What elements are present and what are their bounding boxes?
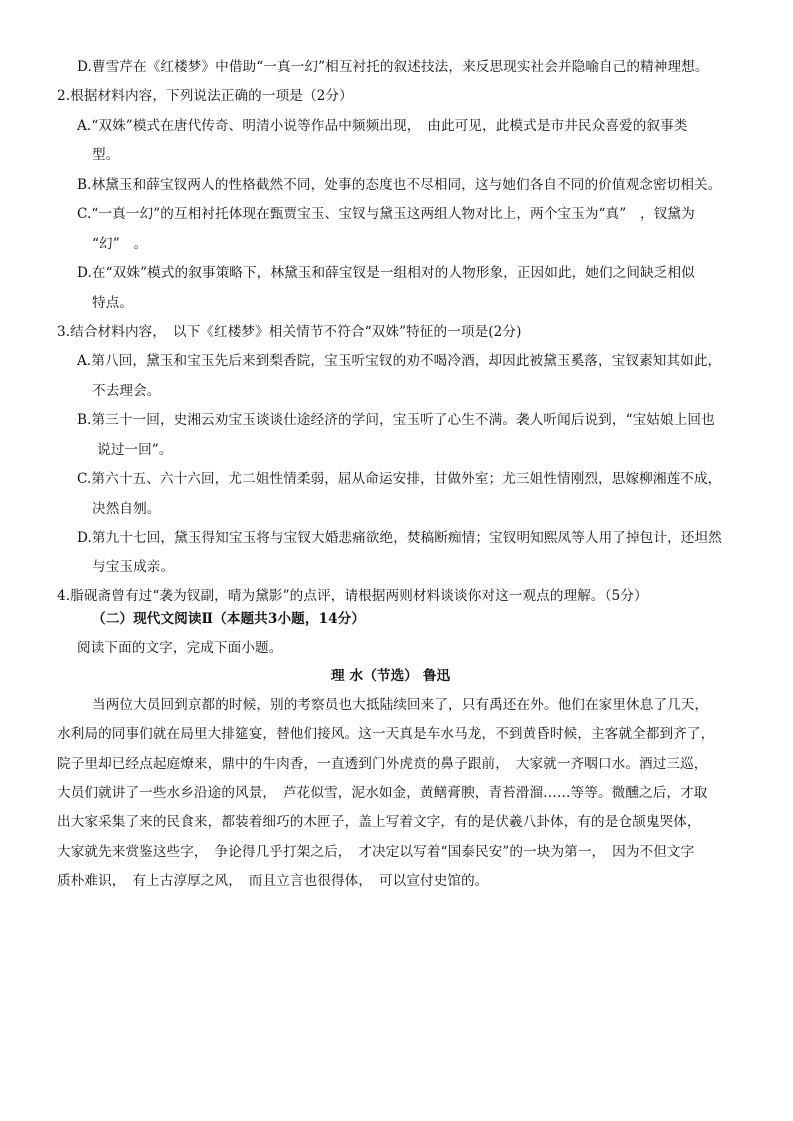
q3-option-a-line2: 不去理会。 xyxy=(92,383,161,399)
passage-line: 水利局的同事们就在局里大排筵宴，替他们接风。这一天真是车水马龙，不到黄昏时候，主客就全都到齐了， xyxy=(57,726,715,742)
q2-option-b: B.林黛玉和薛宝钗两人的性格截然不同，处事的态度也不尽相同，这与她们各自不同的价值观念密切相关。 xyxy=(77,177,722,193)
q3-option-b-line1: B.第三十一回，史湘云劝宝玉谈谈仕途经济的学问，宝玉听了心生不满。袭人听闻后说到，“宝姑娘上回也 xyxy=(77,412,715,428)
q2-option-c-line2: “幻” 。 xyxy=(92,236,148,252)
q1-option-d: D.曹雪芹在《红楼梦》中借助“一真一幻”相互衬托的叙述技法，来反思现实社会并隐喻自己的精神理想。 xyxy=(77,59,709,75)
q2-option-a-line2: 型。 xyxy=(92,147,120,163)
q2-option-d-line2: 特点。 xyxy=(92,295,134,311)
q2-option-d-line1: D.在“双姝”模式的叙事策略下，林黛玉和薛宝钗是一组相对的人物形象，正因如此，她们之间缺乏相似 xyxy=(77,265,695,281)
passage-line: 当两位大员回到京都的时候，别的考察员也大抵陆续回来了，只有禹还在外。他们在家里休息了几天， xyxy=(92,697,709,713)
q4-stem: 4.脂砚斋曾有过“袭为钗副，晴为黛影”的点评，请根据两则材料谈谈你对这一观点的理解。（5分） xyxy=(57,588,648,604)
passage-title: 理 水（节选） 鲁迅 xyxy=(331,668,451,684)
q3-option-d-line1: D.第九十七回，黛玉得知宝玉将与宝钗大婚悲痛欲绝，焚稿断痴情；宝钗明知熙凤等人用了掉包计，还坦然 xyxy=(77,530,722,546)
q2-stem: 2.根据材料内容，下列说法正确的一项是（2分） xyxy=(57,88,353,104)
q2-option-a-line1: A.“双姝”模式在唐代传奇、明清小说等作品中频频出现， 由此可见，此模式是市井民众喜爱的叙事类 xyxy=(77,118,688,134)
passage-line: 质朴难识， 有上古淳厚之风， 而且立言也很得体， 可以宣付史馆的。 xyxy=(57,873,489,889)
passage-line: 出大家采集了来的民食来，都装着细巧的木匣子，盖上写着文字，有的是伏羲八卦体，有的是仓颉鬼哭体， xyxy=(57,814,701,830)
q3-stem: 3.结合材料内容， 以下《红楼梦》相关情节不符合“双姝”特征的一项是(2分) xyxy=(57,324,522,340)
q2-option-c-line1: C.“一真一幻”的互相衬托体现在甄贾宝玉、宝钗与黛玉这两组人物对比上，两个宝玉为“真” ，钗黛为 xyxy=(77,206,695,222)
section-instruction: 阅读下面的文字，完成下面小题。 xyxy=(77,640,283,656)
q3-option-c-line2: 决然自刎。 xyxy=(92,501,161,517)
q3-option-a-line1: A.第八回，黛玉和宝玉先后来到梨香院，宝玉听宝钗的劝不喝冷酒，却因此被黛玉奚落，宝钗素知其如此， xyxy=(77,353,722,369)
passage-line: 大员们就讲了一些水乡沿途的风景， 芦花似雪，泥水如金，黄鳝膏腴，青苔滑溜……等等。微醺之后，才取 xyxy=(57,785,708,801)
section-heading: （二）现代文阅读Ⅱ（本题共3小题，14分） xyxy=(92,611,366,627)
q3-option-c-line1: C.第六十五、六十六回，尤二姐性情柔弱，屈从命运安排，甘做外室；尤三姐性情刚烈，思嫁柳湘莲不成， xyxy=(77,471,722,487)
q3-option-d-line2: 与宝玉成亲。 xyxy=(92,559,175,575)
passage-line: 院子里却已经点起庭燎来，鼎中的牛肉香，一直透到门外虎贲的鼻子跟前， 大家就一齐咽口水。酒过三巡， xyxy=(57,756,708,772)
passage-line: 大家就先来赏鉴这些字， 争论得几乎打架之后， 才决定以写着“国泰民安”的一块为第一， 因为不但文字 xyxy=(57,844,695,860)
q3-option-b-line2: 说过一回”。 xyxy=(97,442,173,458)
